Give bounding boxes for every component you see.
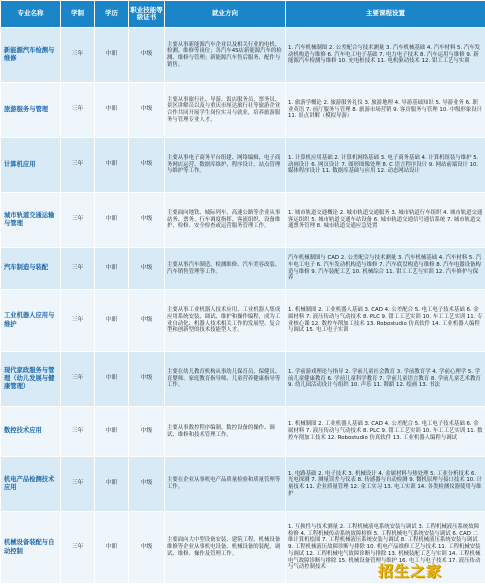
- header-years: 学制: [61, 1, 95, 28]
- site-watermark: 招生之家: [378, 560, 442, 581]
- level-cell: 中职: [95, 290, 129, 352]
- direction-cell: 主要从事数控程序编制、数控设备的操作、调试、维修和技术管理工作。: [165, 407, 286, 457]
- table-row: [1, 457, 485, 512]
- direction-cell: 主要从事汽车制造、检测维修、汽车美容改装、汽车销售管理等工作。: [165, 248, 286, 290]
- years-cell: 三年: [61, 193, 95, 248]
- major-name: 数控技术应用: [1, 407, 61, 457]
- major-name: 机械设备装配与自动控制: [1, 512, 61, 584]
- courses-cell: 1. 计算机应用基础 2. 计算机网络基础 3. 电子商务基础 4. 计算机组装与维护 5. 动画设计 6. 网页设计 7. 图形图像处理 8. C 语言程序设计 9. 网站前端设计 10. 媒体程序设计 11. 数据库基础与应用 12. 动态网站设计: [286, 138, 485, 193]
- header-direction: 就业方向: [165, 1, 286, 28]
- level-cell: 中职: [95, 28, 129, 83]
- direction-cell: 主要面向大中型设备安装、建筑工程、机械设备维修等企业从事机电设备、机械设备的装配、调试、维修、操作及管理工作。: [165, 512, 286, 584]
- cert-cell: 中级: [129, 28, 165, 83]
- direction-cell: 主要从事电子商务平台组建、网络编辑、电子商务网店运营、数据库维护、程序设计、站点管理与维护等工作。: [165, 138, 286, 193]
- courses-cell: 1. 互换性与技术测量 2. 工程机械液电系统安装与调试 3. 工程机械液压系统故障检修 4. 工程机械传动系统故障检修 5. 工程机械电气系统安装与调试 6. CAD 二维计算机绘图 7. 工程机械液压系统安装与调试 8. 工程机械液压系统安装与调试 9. 工程机械液压故障诊断与排除 10. 机电产品维修工艺与技术 11. 工程机械安装与调试 12. 工程机械电气故障诊断与排除 13. 机械装配工艺与实训 14. 工程机械电气故障诊断与排除 15. 机械设备管理与维护 16. 电工与电子技术 17. 液压传动与气动控制技术: [286, 512, 485, 584]
- level-cell: 中职: [95, 512, 129, 584]
- courses-cell: 1. 学前游戏理论与指导 2. 学前儿童社会教育 3. 学前教育学 4. 学前心理学 5. 学前儿童健康教育 6. 学前儿童科学教育 7. 学前儿童语言教育 8. 学前儿童艺术教育 9. 幼儿园活动设计与组织 10. 声乐 11. 舞蹈 12. 绘画 13. 书法: [286, 352, 485, 407]
- years-cell: 三年: [61, 407, 95, 457]
- major-name: 新能源汽车检测与维修: [1, 28, 61, 83]
- major-name: 汽车制造与装配: [1, 248, 61, 290]
- courses-cell: 1. 机械制图 2. 工业机器人基础 3. CAD 4. 公差配合 5. 电工电子技术基础 6. 金属材料 7. 液压传动与气动技术 8. PLC 9. 钳工工艺实训 10. 车工工艺实训 11. 数控车削加工技术 12. Robostudio 仿真软件 13. 工业机器人编程与调试: [286, 407, 485, 457]
- cert-cell: 中级: [129, 83, 165, 138]
- direction-cell: 主要在幼儿教育机构从事幼儿保育员、保健员、育婴师、家庭教育指导师、儿童营养健康指导等工作。: [165, 352, 286, 407]
- courses-cell: 汽车机械制图与 CAD 2. 公差配合与技术测量 3. 汽车机械基础 4. 汽车材料 5. 汽车电工电子 6. 汽车发动机构造与维修 7. 汽车底盘构造与维修 8. 汽车电器设备构造与维修 9. 汽车装配工艺 10. 机械综合 11. 钳工工艺与实训 12. 汽车修护与保养: [286, 248, 485, 290]
- cert-cell: 中级: [129, 512, 165, 584]
- courses-cell: 1. 城市轨道交通概论 2. 城市轨道交通服务 3. 城市轨道行车组织 4. 城市轨道交通客运组织 5. 城市轨道交通车站设备 6. 城市轨道交通信号通信系统 7. 城市轨道交通票务管理 8. 城市轨道交通应急处置: [286, 193, 485, 248]
- header-cert: 职业技能等级证书: [129, 1, 165, 28]
- level-cell: 中职: [95, 193, 129, 248]
- courses-cell: 1. 旅游学概论 2. 旅游服务礼仪 3. 旅游地理 4. 导游基础知识 5. 导游业务 6. 职业英语 7. 前厅服务与管理 8. 旅游市场营销 9. 客房服务与管理 10. 中级形象设计 11. 景点讲解（模拟导游）: [286, 83, 485, 138]
- cert-cell: 中级: [129, 248, 165, 290]
- level-cell: 中职: [95, 248, 129, 290]
- major-name: 机电产品检测技术应用: [1, 457, 61, 512]
- cert-cell: 中级: [129, 457, 165, 512]
- cert-cell: 中级: [129, 290, 165, 352]
- level-cell: 中职: [95, 138, 129, 193]
- header-row: [1, 1, 485, 28]
- table-row: [1, 407, 485, 457]
- table-row: [1, 352, 485, 407]
- years-cell: 三年: [61, 290, 95, 352]
- cert-cell: 中级: [129, 138, 165, 193]
- cert-cell: 中级: [129, 193, 165, 248]
- major-name: 工业机器人应用与维护: [1, 290, 61, 352]
- table-row: [1, 138, 485, 193]
- courses-cell: 1. 机械制图 2. 工业机器人基础 3. CAD 4. 公差配合 5. 电工电子技术基础 6. 金属材料 7. 液压传动与气动技术 8. PLC 9. 钳工工艺实训 10. 车工工艺实训 11. 专业核心课 12. 数控车削加工技术 13. Robostudio 仿真软件 14. 工业机器人编程与调试 15. 电工电子实训: [286, 290, 485, 352]
- table-row: [1, 28, 485, 83]
- years-cell: 三年: [61, 83, 95, 138]
- direction-cell: 主要从事工业机器人技术应用、工业机器人集成应用系统安装、调试、维护和操作编程，成为工业自动化、机器人技术相关工作的发展型、复合型和创新型的技术技能型人才。: [165, 290, 286, 352]
- level-cell: 中职: [95, 83, 129, 138]
- direction-cell: 主要在企业从事机电产品质量检验和质量管理等工作。: [165, 457, 286, 512]
- years-cell: 三年: [61, 352, 95, 407]
- major-name: 城市轨道交通运输与管理: [1, 193, 61, 248]
- major-name: 现代家政服务与管理（幼儿发展与健康管理）: [1, 352, 61, 407]
- courses-cell: 1. 汽车机械制图 2. 公差配合与技术测量 3. 汽车机械基础 4. 汽车材料 5. 汽车发动机构造与维修 6. 汽车电工电子基础 7. 电力电子技术 8. 汽车运用与维修 9. 新能源汽车检测与维修 10. 充电桩技术 11. 电机驱动技术 12. 钳工工艺与实训: [286, 28, 485, 83]
- years-cell: 三年: [61, 457, 95, 512]
- level-cell: 中职: [95, 407, 129, 457]
- table-row: [1, 248, 485, 290]
- header-major: 专业名称: [1, 1, 61, 28]
- level-cell: 中职: [95, 352, 129, 407]
- level-cell: 中职: [95, 457, 129, 512]
- cert-cell: 中级: [129, 407, 165, 457]
- years-cell: 三年: [61, 138, 95, 193]
- table-row: [1, 83, 485, 138]
- major-name: 旅游服务与管理: [1, 83, 61, 138]
- table-row: [1, 193, 485, 248]
- table-row: [1, 290, 485, 352]
- direction-cell: 主要从事新能源汽车企业以及相关行业的电机、检测、维修等岗位；各汽车4S店新能源汽车的检测、维修与管理；新能源汽车售后服务、配件与销售。: [165, 28, 286, 83]
- header-level: 学历: [95, 1, 129, 28]
- cert-cell: 中级: [129, 352, 165, 407]
- years-cell: 三年: [61, 28, 95, 83]
- major-name: 计算机应用: [1, 138, 61, 193]
- courses-cell: 1. 电路基础 2. 电子技术 3. 机械设计 4. 金属材料与热处理 5. 工业分析技术 6. 光电探测 7. 测量误差与仪表 8. 传感器与自动检测 9. 微机原理与接口技术 10. 计量技术 11. 企业质量管理 12. 金工实习 13. 电工实训 14. 各类检测仪器使用与维护: [286, 457, 485, 512]
- header-courses: 主要课程设置: [286, 1, 485, 28]
- direction-cell: 主要从事旅行社、导游、饭店服务员、票务员、景区讲解员以及与重庆市厘达旅行社等旅游企业合作共同开展学生岗位实习与就业，培养旅游服务与管理专业人才。: [165, 83, 286, 138]
- years-cell: 三年: [61, 248, 95, 290]
- direction-cell: 主要面向地铁、城际列车、高速公路等企业从事站务、票务、行车调度指挥、客流组织、设备维护、检修、安全检查或运营服务管理工作。: [165, 193, 286, 248]
- years-cell: 三年: [61, 512, 95, 584]
